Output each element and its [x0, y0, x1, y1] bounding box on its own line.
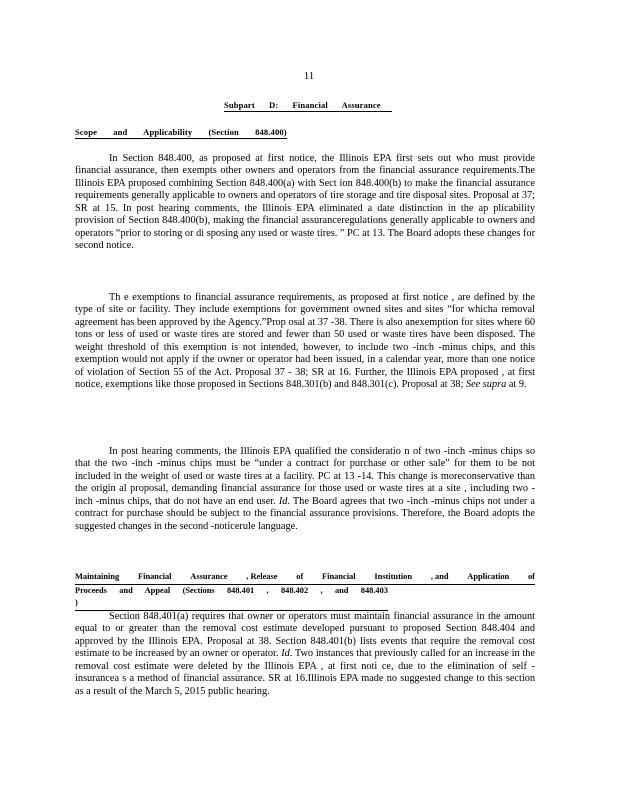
paragraph-exemptions — [75, 292, 535, 392]
citation-page: at 9. — [508, 379, 527, 391]
paragraph-maintaining-text: Section 848.401(a) requires that owner or operators must maintain financial assurance in the amount equal to or greater than the removal cost estimate developed pursuant to proposed Section 848.404 and approved by the Illinois EPA. Proposal at 38. Section 848.401(b) lists events that require the removal cost estimate to be increased by an owner or operator. — [75, 611, 535, 660]
section-heading-word: Financial — [322, 572, 356, 581]
paragraph-scope-text: In Section 848.400, as proposed at first notice, the Illinois EPA first sets out who must provide financial assurance, then exempts other owners and operators from the financial assurance requirements.The Illinois EPA proposed combining Section 848.400(a) with Sect ion 848.400(b) to make the financial assurance requirements generally applicable to owners and operators of tire storage and tire disposal sites. Proposal at 37; SR at 15. In post hearing comments, the Illinois EPA eliminated a date distinction in the ap plicability provision of Section 848.400(b), making the financial assuranceregulations generally applicable to owners and operators “prior to storing or di sposing any used or waste tires. ” PC at 13. The Board adopts these changes for second notice. — [75, 153, 535, 252]
section-heading-maintaining — [75, 571, 535, 611]
section-heading-word: Assurance — [190, 572, 228, 581]
section-heading-word: , and — [430, 572, 449, 581]
paragraph-post-hearing-rest: . The Board agrees that two -inch -minus chips not under a contract for purchase should be subject to the financial assurance provisions. Therefore, the Board adopts the suggested changes in the second -noticerule language. — [75, 495, 535, 532]
section-heading-word: Maintaining — [75, 572, 120, 581]
section-heading-word: of — [296, 572, 304, 581]
paragraph-maintaining-rest: . Two instances that previously called for an increase in the removal cost estimate were deleted by the Illinois EPA , at first noti ce, due to the elimination of self - insurancea s a method of financial assurance. SR at 16.Illinois EPA made no suggested change to this section as a result of the March 5, 2015 public hearing. — [75, 648, 536, 697]
section-heading-word: Institution — [374, 572, 413, 581]
paragraph-post-hearing-text: In post hearing comments, the Illinois EPA qualified the consideratio n of two -inch -minus chips so that the two -inch -minus chips must be “under a contract for purchase or other sale” for them to be not included in the weight of used or waste tires at a facility. PC at 13 -14. This change is moreconservative than the origin al proposal, demanding financial assurance for those used or waste tires at a site , including two -inch -minus chips, that do not have an end user. — [75, 446, 535, 507]
citation-id: Id — [278, 495, 288, 507]
paragraph-exemptions-text: Th e exemptions to financial assurance requirements, as proposed at first notice , are defined by the type of site or facility. They include exemptions for government owned sites and sites “for whicha removal agreement has been approved by the Agency.”Prop osal at 37 -38. There is also anexemption for sites where 60 tons or less of used or waste tires are stored and fewer than 50 used or waste tires have been disposed. The weight threshold of this exemption is not intended, however, to include two -inch -minus chips, and this exemption would not apply if the owner or operator had been issued, in a calendar year, more than one notice of violation of Section 55 of the Act. Proposal 37 - 38; SR at 16. Further, the Illinois EPA proposed , at first notice, exemptions like those proposed in Sections 848.301(b) and 848.301(c). Proposal at 38; — [75, 292, 535, 391]
section-heading-word: of — [527, 572, 535, 581]
section-heading-word: Application — [467, 572, 510, 581]
paragraph-post-hearing — [75, 446, 535, 533]
section-heading-line-1 — [75, 571, 535, 585]
section-heading-word: Financial — [138, 572, 172, 581]
paragraph-maintaining — [75, 611, 535, 698]
section-heading-word: , Release — [246, 572, 278, 581]
citation-see-supra: See supra — [465, 379, 507, 391]
section-heading-line-2: Proceeds and Appeal (Sections 848.401 , 848.402 , and 848.403 ) — [75, 585, 388, 611]
paragraph-scope — [75, 153, 535, 253]
section-heading-scope: Scope and Applicability (Section 848.400) — [75, 127, 287, 137]
citation-id-2: Id — [281, 648, 290, 660]
subpart-heading: Subpart D: Financial Assurance — [224, 100, 392, 112]
page-number: 11 — [303, 70, 315, 82]
